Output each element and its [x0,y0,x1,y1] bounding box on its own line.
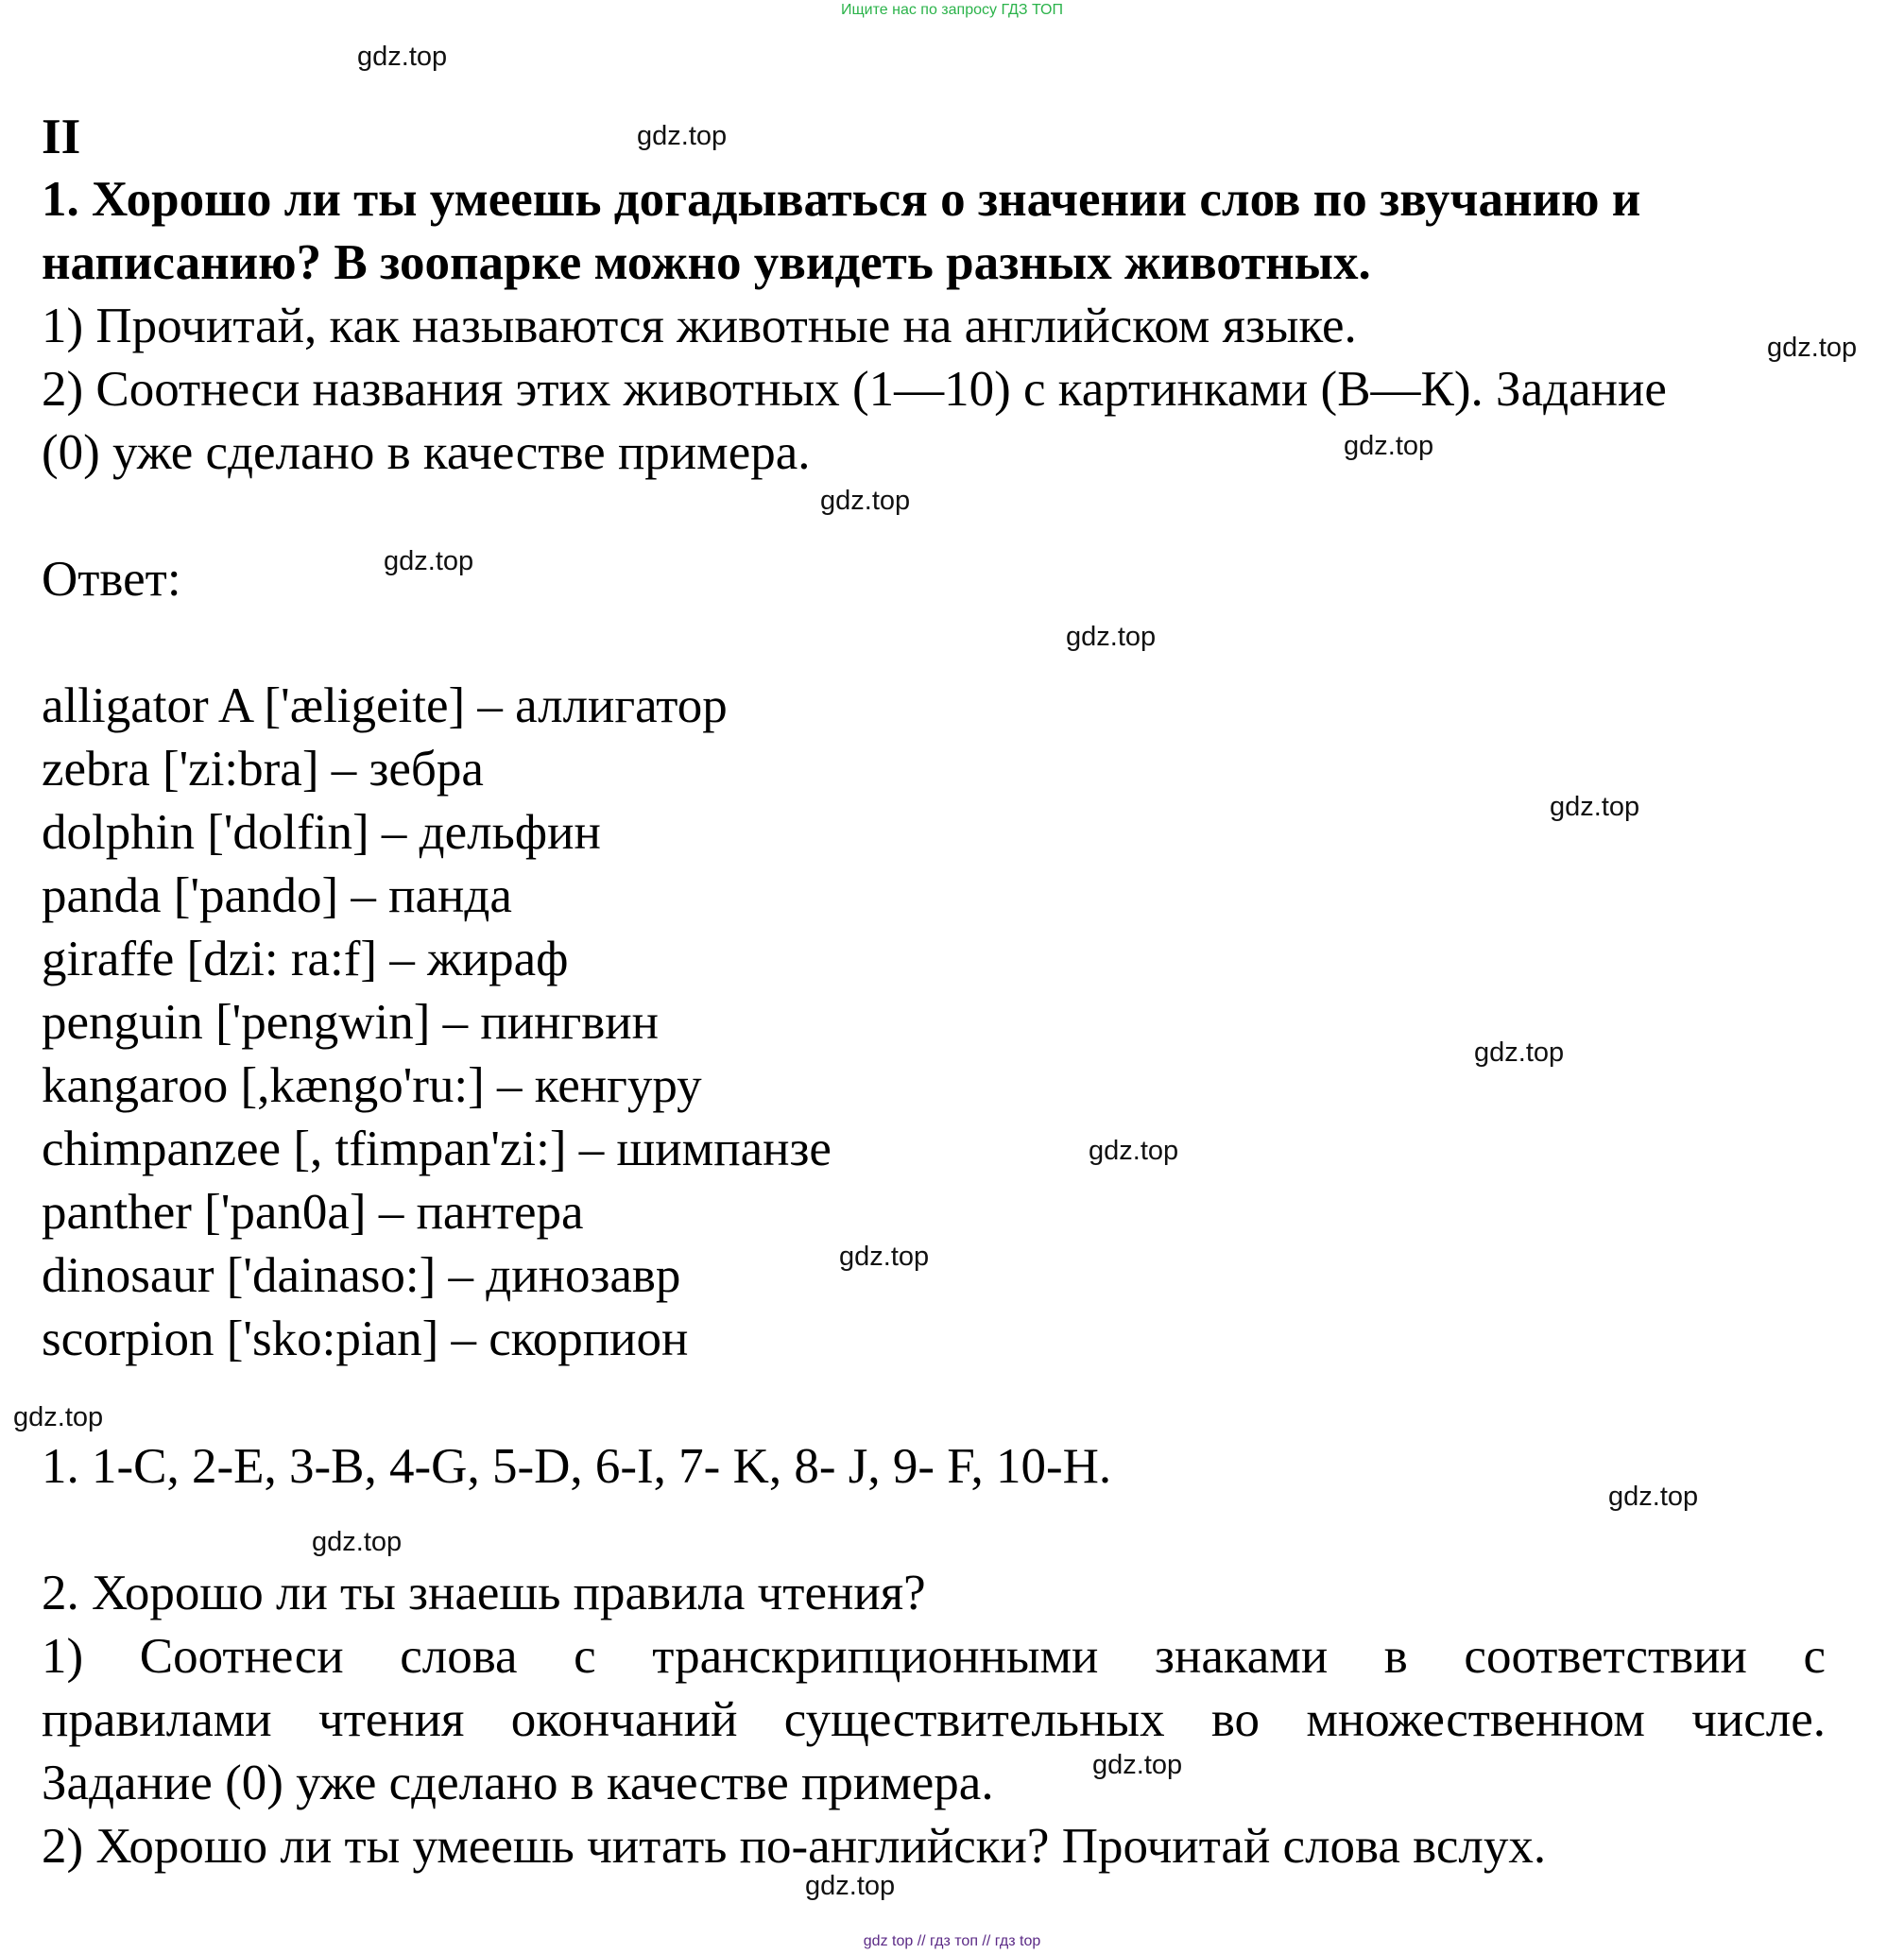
watermark: gdz.top [1066,622,1157,652]
footer: gdz top // гдз топ // гдз top [863,1933,1041,1949]
watermark: gdz.top [805,1871,896,1901]
vocab-item: panther ['pan0a] – пантера [42,1185,584,1240]
vocab-item: kangaroo [,kængo'ru:] – кенгуру [42,1058,702,1113]
watermark: gdz.top [1089,1136,1179,1166]
vocab-item: penguin ['pengwin] – пингвин [42,995,659,1050]
task1-step1: 1) Прочитай, как называются животные на английском языке. [42,299,1357,353]
task2-step1-line3: Задание (0) уже сделано в качестве примера. [42,1756,994,1810]
watermark: gdz.top [357,42,448,72]
watermark: gdz.top [1092,1750,1183,1780]
vocab-item: giraffe [dzi: ra:f] – жираф [42,932,569,986]
watermark: gdz.top [1344,431,1434,461]
section-heading: II [42,110,81,164]
watermark: gdz.top [1608,1482,1699,1512]
answer-label: Ответ: [42,552,181,607]
task1-title-line1: 1. Хорошо ли ты умеешь догадываться о значении слов по звучанию и [42,172,1641,227]
task1-step2-line1: 2) Соотнеси названия этих животных (1—10) с картинками (В—К). Задание [42,362,1667,417]
top-banner: Ищите нас по запросу ГДЗ ТОП [841,2,1063,18]
watermark: gdz.top [312,1527,403,1557]
watermark: gdz.top [820,486,911,516]
watermark: gdz.top [1767,333,1858,363]
watermark: gdz.top [1550,792,1640,822]
watermark: gdz.top [637,121,728,151]
vocab-item: chimpanzee [, tfimpan'zi:] – шимпанзе [42,1122,832,1176]
task2-step1-line1: 1) Соотнеси слова с транскрипционными знаками в соответствии с [42,1629,1826,1684]
vocab-item: panda ['pando] – панда [42,868,512,923]
task2-title: 2. Хорошо ли ты знаешь правила чтения? [42,1566,926,1620]
watermark: gdz.top [839,1242,930,1272]
vocab-item: dolphin ['dolfin] – дельфин [42,805,601,860]
vocab-item: scorpion ['sko:pian] – скорпион [42,1311,689,1366]
task1-title-line2: написанию? В зоопарке можно увидеть разных животных. [42,235,1371,290]
task2-step1-line2: правилами чтения окончаний существительных во множественном числе. [42,1692,1826,1747]
watermark: gdz.top [13,1402,104,1432]
vocab-item: dinosaur ['dainaso:] – динозавр [42,1248,681,1303]
watermark: gdz.top [384,546,474,576]
task2-step2: 2) Хорошо ли ты умеешь читать по-английски? Прочитай слова вслух. [42,1819,1547,1874]
vocab-item: zebra ['zi:bra] – зебра [42,742,484,797]
watermark: gdz.top [1474,1037,1565,1068]
answer-key: 1. 1-C, 2-E, 3-B, 4-G, 5-D, 6-I, 7- K, 8- J, 9- F, 10-H. [42,1439,1112,1494]
task1-step2-line2: (0) уже сделано в качестве примера. [42,425,811,480]
vocab-item: alligator A ['æligeite] – аллигатор [42,678,728,733]
